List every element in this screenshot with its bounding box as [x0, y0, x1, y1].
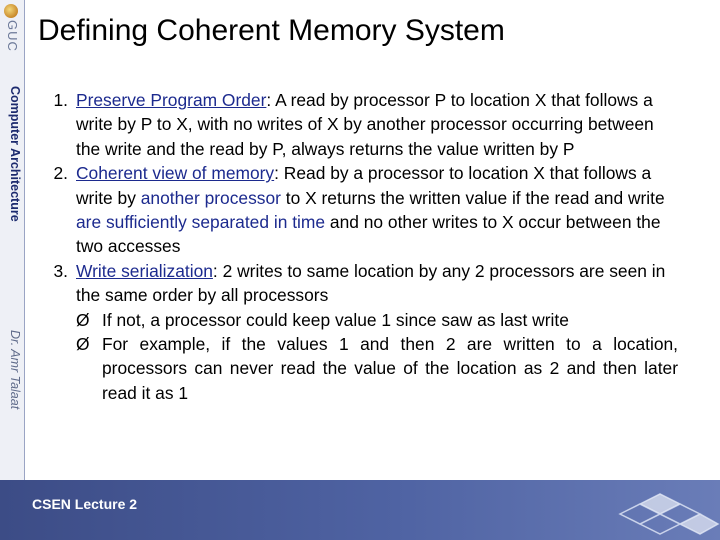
item-text: : 2 writes to same location by any 2 processors are seen in the same order by all processors	[76, 260, 666, 306]
item-text: and no other writes to X occur between the two accesses	[76, 212, 661, 257]
highlight-text: another processor	[140, 187, 281, 208]
highlight-text: are sufficiently separated in time	[76, 212, 326, 233]
list-item-2	[38, 161, 678, 259]
arrow-bullet-icon: Ø	[76, 309, 90, 330]
bullet-text: For example, if the values 1 and then 2 are written to a location, processors can never read the value of the location as 2 and then later read it as 1	[102, 334, 678, 403]
item-number: 2.	[53, 163, 68, 184]
item-text: : Read by a processor to location X that follows a write by	[76, 163, 652, 208]
list-item-3	[38, 259, 678, 308]
footer-label: CSEN Lecture 2	[32, 496, 138, 512]
course-label: Computer Architecture	[8, 86, 22, 222]
bullet-text: If not, a processor could keep value 1 since saw as last write	[102, 309, 569, 330]
list-item-1	[38, 88, 678, 161]
item-number: 3.	[53, 260, 68, 281]
term-write-serialization: Write serialization	[76, 260, 213, 281]
sidebar-divider	[24, 0, 25, 480]
arrow-bullet-icon: Ø	[76, 334, 90, 355]
item-text: to X returns the written value if the read and write	[280, 187, 665, 208]
slide-title: Defining Coherent Memory System	[38, 14, 505, 47]
footer-decoration-icon	[610, 484, 720, 540]
term-preserve-program-order: Preserve Program Order	[76, 90, 267, 110]
sub-bullet-2	[38, 332, 678, 405]
author-label: Dr. Amr Talaat	[8, 330, 22, 410]
item-number: 1.	[53, 90, 68, 110]
logo-text: GUC	[5, 20, 20, 52]
sub-bullet-1	[38, 308, 678, 332]
logo-swirl-icon	[4, 4, 18, 18]
slide-content	[38, 88, 678, 405]
term-coherent-view: Coherent view of memory	[76, 163, 275, 184]
guc-logo	[2, 4, 22, 56]
item-text: : A read by processor P to location X that follows a write by P to X, with no writes of X by another processor occurring between the write and the read by P, always returns the value written by P	[76, 90, 654, 159]
